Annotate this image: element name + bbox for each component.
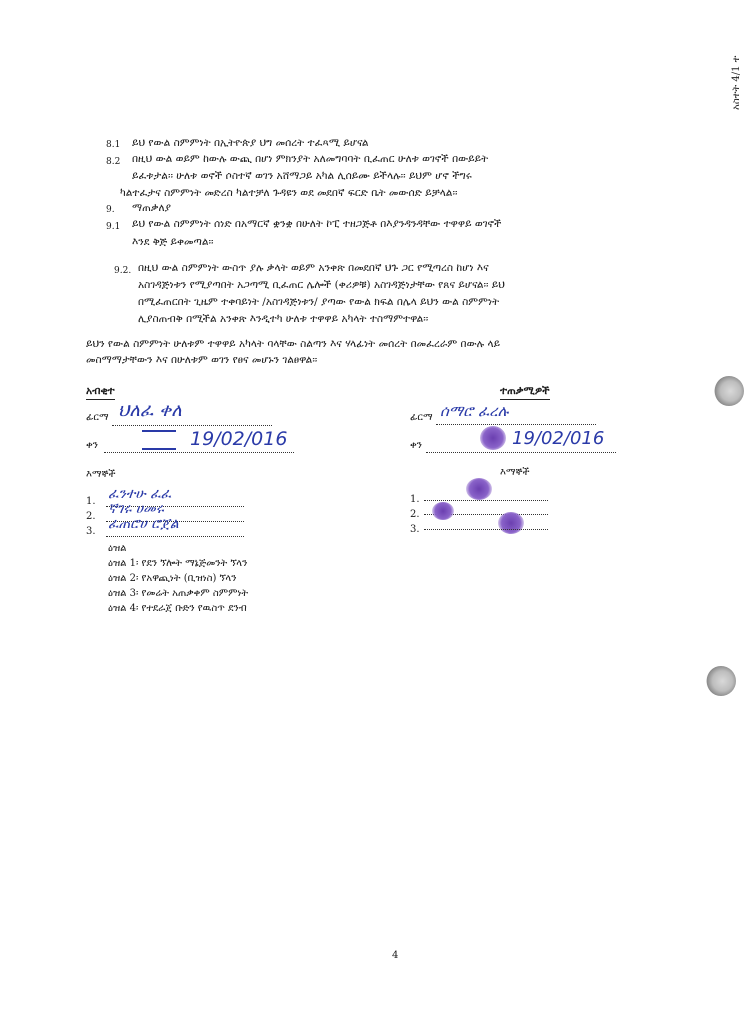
stamp-mark	[466, 478, 492, 500]
left-date-label: ቀን	[86, 440, 98, 451]
left-date-scribble	[142, 430, 176, 450]
closing-line: ይህን የውል ስምምነት ሁለቱም ተዋዋይ አካላት ባላቸው ስልጣን እና ሃላፊነት መሰረት በመፈረራም በውሉ ላይ	[86, 338, 501, 350]
clause-line: በሚፈጠርበት ጊዜም ተቀባይነት /አስገዳጅነቱን/ ያጣው የውል ክፍል በሌላ ይህን ውል ስምምነት	[138, 296, 500, 308]
right-signature: ሰማሮ ፈረሉ	[440, 402, 509, 420]
clause-line: ካልተፈታና ስምምነት መድረስ ካልተቻለ ጉዳዩን ወደ መደበኛ ፍርድ ቤት መውሰድ ይቻላል፡፡	[120, 187, 458, 199]
clause-line: በዚህ ውል ወይም ከውሉ ውጪ በሆነ ምክንያት አለመግባባት ቢፈጠር ሁለቱ ወገኖች በውይይት	[132, 153, 489, 165]
left-witness-signature: ፈንተሁ ፈፈ	[108, 486, 172, 502]
clause-line: ይፈቱታል፡፡ ሁለቱ ወኖች ሶስተኛ ወገን አሸማጋይ አካል ሊሰይሙ ይችላሉ፡፡ ይህም ሆኖ ችግሩ	[132, 170, 472, 182]
left-witness-signature: ፈጠሮሀ ሮጀል	[108, 516, 179, 532]
right-witness-line	[424, 529, 548, 530]
clause-line: ሊያስጠብቅ በሚችል አንቀጽ እንዲተካ ሁለቱ ተዋዋይ አካላት ተስማምተዋል፡፡	[138, 313, 429, 325]
margin-note: አስተት 4/1 ተ	[731, 55, 742, 110]
clause-line: ይህ የውል ስምምነት በኢትዮጵያ ህግ መሰረት ተፈጻሚ ይሆናል	[132, 137, 369, 149]
left-witness-num: 2.	[86, 511, 96, 522]
stamp-mark	[432, 502, 454, 520]
attachment-item: ዕዝል 2፡ የአዋጪነት (ቢዝነስ) ኘላን	[108, 573, 237, 584]
binder-hole-bottom	[706, 666, 736, 696]
left-witness-signature: ኛገሩ ሀመሩ	[108, 501, 164, 517]
attachment-item: ዕዝል 1፡ የደን ኘሎት ማኔጅመንት ኘላን	[108, 558, 248, 569]
clause-number: 9.1	[106, 222, 121, 232]
stamp-mark	[498, 512, 524, 534]
clause-line: ይህ የውል ስምምነት ሰነድ በአማርኛ ቋንቋ በሁለት ኮፒ ተዘጋጅቶ በእያንዳንዳቸው ተዋዋይ ወገኖች	[132, 218, 502, 230]
right-witness-line	[424, 500, 548, 501]
attachment-item: ዕዝል 3፡ የመሬት አጠቃቀም ስምምነት	[108, 588, 249, 599]
attachments-title: ዕዝል	[108, 543, 127, 554]
left-signature: ህለፈ ቀለ	[118, 400, 182, 421]
clause-line: አስገዳጅነቱን የሚያጣበት አጋጣሚ ቢፈጠር ሌሎች (ቀሪዎቹ) አስገዳጅነታቸው የጸና ይሆናል፡፡ ይህ	[138, 279, 505, 291]
section-heading: ማጠቃለያ	[132, 202, 172, 214]
right-signature-label: ፊርማ	[410, 412, 433, 423]
clause-number: 9.2.	[114, 266, 132, 276]
left-date: 19/02/016	[190, 428, 288, 450]
attachment-item: ዕዝል 4፡ የተደራጀ ቡድን የዉስጥ ደንብ	[108, 603, 247, 614]
left-witness-num: 1.	[86, 496, 96, 507]
clause-number: 8.1	[106, 140, 121, 150]
clause-line: እንደ ቅጅ ይቀመጣል፡፡	[132, 236, 214, 248]
right-signature-line	[436, 424, 596, 425]
left-party-title: አብቂተ	[86, 385, 115, 400]
left-witness-num: 3.	[86, 526, 96, 537]
left-date-line	[104, 452, 294, 453]
right-witness-num: 3.	[410, 524, 420, 535]
stamp-mark	[480, 426, 506, 450]
left-signature-line	[112, 425, 272, 426]
right-party-title: ተጠቃሚዎች	[500, 385, 550, 400]
right-date-label: ቀን	[410, 440, 422, 451]
left-witness-line	[106, 536, 244, 537]
clause-number: 8.2	[106, 157, 121, 167]
right-date-line	[426, 452, 616, 453]
clause-line: በዚህ ውል ስምምነት ውስጥ ያሉ ቃላት ወይም አንቀጽ በመደበኛ ህጉ ጋር የሚጣረስ ከሆነ እና	[138, 262, 489, 274]
right-witness-num: 2.	[410, 509, 420, 520]
page-number: 4	[392, 950, 399, 961]
right-date: 19/02/016	[512, 428, 605, 449]
left-witness-title: እማኞች	[86, 469, 116, 480]
binder-hole-top	[714, 376, 744, 406]
left-signature-label: ፊርማ	[86, 412, 109, 423]
right-witness-title: እማኞች	[500, 467, 530, 478]
closing-line: መስማማታቸውን እና በሁለቱም ወገን የፀና መሆኑን ገልፀዋል፡፡	[86, 354, 318, 366]
right-witness-num: 1.	[410, 494, 420, 505]
clause-number: 9.	[106, 205, 115, 215]
